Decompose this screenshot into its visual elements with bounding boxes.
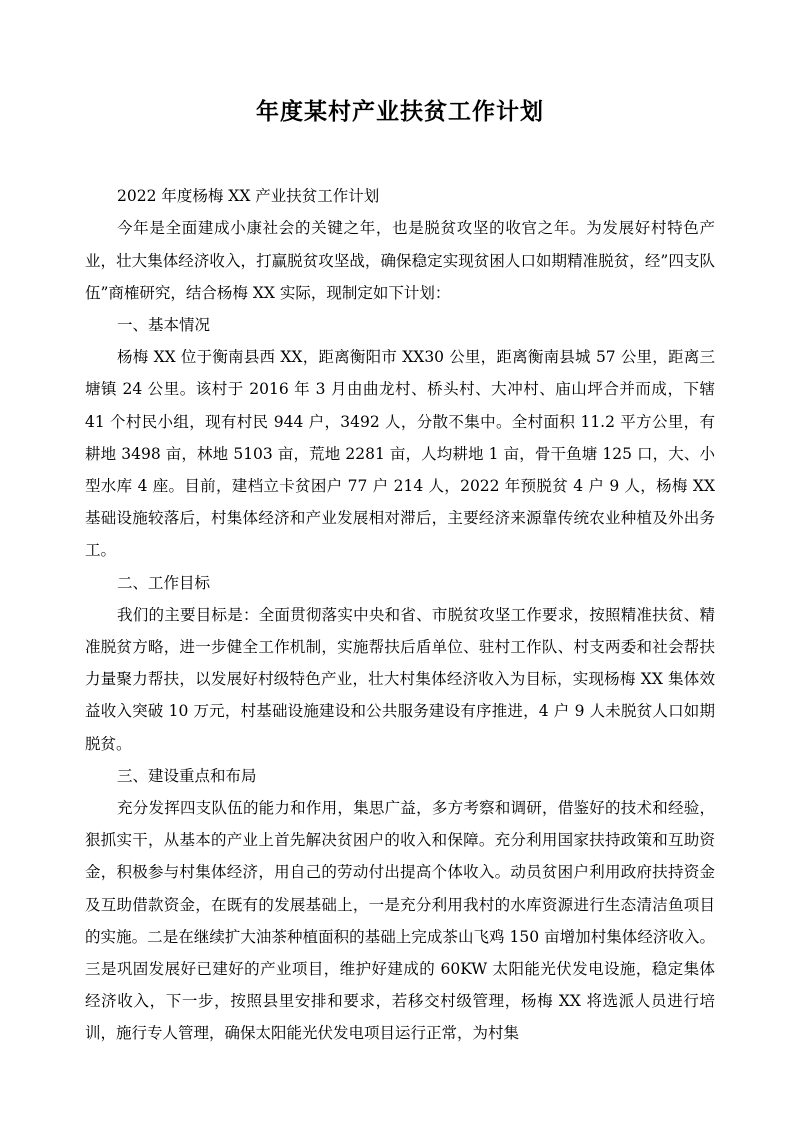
section-heading-construction-focus: 三、建设重点和布局 [117, 766, 257, 785]
document-title: 年度某村产业扶贫工作计划 [256, 99, 544, 125]
intro-paragraph: 今年是全面建成小康社会的关键之年，也是脱贫攻坚的收官之年。为发展好村特色产业，壮大集体经济收入，打赢脱贫攻坚战，确保稳定实现贫困人口如期精准脱贫，经”四支队伍”商榷研究，结合杨梅 XX 实际，现制定如下计划： [85, 219, 715, 302]
section-paragraph-work-goals: 我们的主要目标是：全面贯彻落实中央和省、市脱贫攻坚工作要求，按照精准扶贫、精准脱贫方略，进一步健全工作机制，实施帮扶后盾单位、驻村工作队、村支两委和社会帮扶力量聚力帮扶，以发展好村级特色产业，壮大村集体经济收入为目标，实现杨梅 XX 集体效益收入突破 10 万元，村基础设施建设和公共服务建设有序推进，4 户 9 人未脱贫人口如期脱贫。 [85, 605, 715, 753]
section-heading-work-goals: 二、工作目标 [117, 573, 211, 592]
section-paragraph-construction-focus: 充分发挥四支队伍的能力和作用，集思广益，多方考察和调研，借鉴好的技术和经验，狠抓实干，从基本的产业上首先解决贫困户的收入和保障。充分利用国家扶持政策和互助资金，积极参与村集体经济，用自己的劳动付出提高个体收入。动员贫困户利用政府扶持资金及互助借款资金，在既有的发展基础上，一是充分利用我村的水库资源进行生态清洁鱼项目的实施。二是在继续扩大油茶种植面积的基础上完成茶山飞鸡 150 亩增加村集体经济收入。三是巩固发展好已建好的产业项目，维护好建成的 60KW 太阳能光伏发电设施，稳定集体经济收入，下一步，按照县里安排和要求，若移交村级管理，杨梅 XX 将选派人员进行培训，施行专人管理，确保太阳能光伏发电项目运行正常，为村集 [85, 799, 715, 1043]
section-paragraph-basic-info: 杨梅 XX 位于衡南县西 XX，距离衡阳市 XX30 公里，距离衡南县城 57 公里，距离三塘镇 24 公里。该村于 2016 年 3 月由曲龙村、桥头村、大冲村、庙山坪合并而成，下辖 41 个村民小组，现有村民 944 户，3492 人，分散不集中。全村面积 11.2 平方公里，有耕地 3498 亩，林地 5103 亩，荒地 2281 亩，人均耕地 1 亩，骨干鱼塘 125 口，大、小型水库 4 座。目前，建档立卡贫困户 77 户 214 人，2022 年预脱贫 4 户 9 人，杨梅 XX 基础设施较落后，村集体经济和产业发展相对滞后，主要经济来源靠传统农业种植及外出务工。 [85, 348, 715, 560]
section-heading-basic-info: 一、基本情况 [117, 316, 211, 334]
document-subtitle: 2022 年度杨梅 XX 产业扶贫工作计划 [117, 187, 380, 206]
